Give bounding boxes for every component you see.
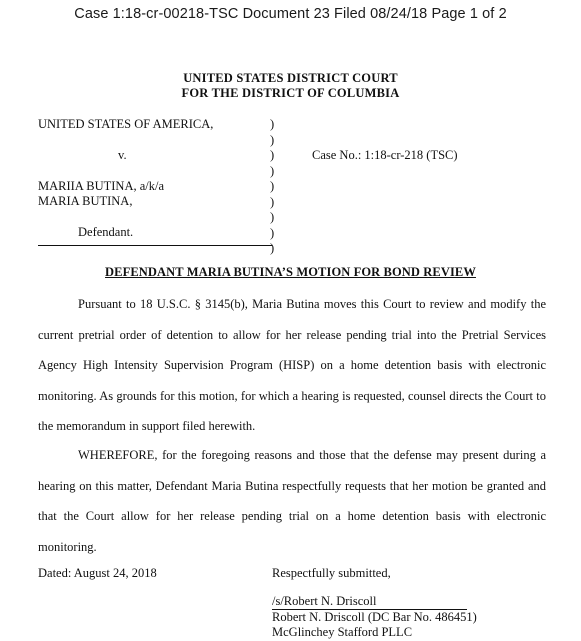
motion-paragraph-2: WHEREFORE, for the foregoing reasons and those that the defense may present during a hearing on this matter, Defendant Maria Butina respectfully requests that her motion be granted and that the Court allow for her release pending trial on a home detention basis with electronic monitoring. [38, 448, 546, 554]
caption-paren: ) [270, 148, 275, 162]
caption-parentheses [270, 117, 274, 257]
caption-paren: ) [270, 210, 275, 224]
court-district: FOR THE DISTRICT OF COLUMBIA [181, 86, 400, 100]
caption-paren: ) [270, 241, 275, 255]
respectfully-submitted: Respectfully submitted, [272, 566, 391, 580]
caption-versus: v. [118, 148, 127, 162]
caption-defendant-line2: MARIA BUTINA, [38, 194, 133, 208]
motion-title [0, 265, 581, 280]
attorney-name: Robert N. Driscoll (DC Bar No. 486451) [272, 610, 477, 624]
caption-paren: ) [270, 163, 275, 178]
caption-defendant-role: Defendant. [78, 225, 134, 239]
caption-paren: ) [270, 225, 275, 240]
law-firm: McGlinchey Stafford PLLC [272, 625, 413, 639]
case-header: Case 1:18-cr-00218-TSC Document 23 Filed 08/24/18 Page 1 of 2 [74, 6, 507, 22]
caption-plaintiff: UNITED STATES OF AMERICA, [38, 117, 214, 131]
caption-divider [38, 245, 272, 246]
caption-defendant-line1: MARIIA BUTINA, a/k/a [38, 179, 165, 193]
signature-block [272, 594, 477, 640]
motion-paragraph-1: Pursuant to 18 U.S.C. § 3145(b), Maria Butina moves this Court to review and modify the current pretrial order of detention to allow for her release pending trial into the Pretrial Services Agency High Intensity Supervision Program (HISP) on a home detention basis with electronic monitoring. As grounds for this motion, for which a hearing is requested, counsel directs the Court to the memorandum in support filed herewith. [38, 297, 546, 433]
caption-paren: ) [270, 194, 275, 209]
court-name: UNITED STATES DISTRICT COURT [183, 71, 398, 85]
signature-line: /s/Robert N. Driscoll [272, 594, 467, 610]
caption-paren: ) [270, 117, 275, 131]
case-number: Case No.: 1:18-cr-218 (TSC) [312, 148, 458, 162]
date-line: Dated: August 24, 2018 [38, 566, 157, 580]
motion-title-text: DEFENDANT MARIA BUTINA’S MOTION FOR BOND REVIEW [105, 265, 476, 279]
caption-paren: ) [270, 132, 275, 147]
caption-paren: ) [270, 179, 275, 193]
